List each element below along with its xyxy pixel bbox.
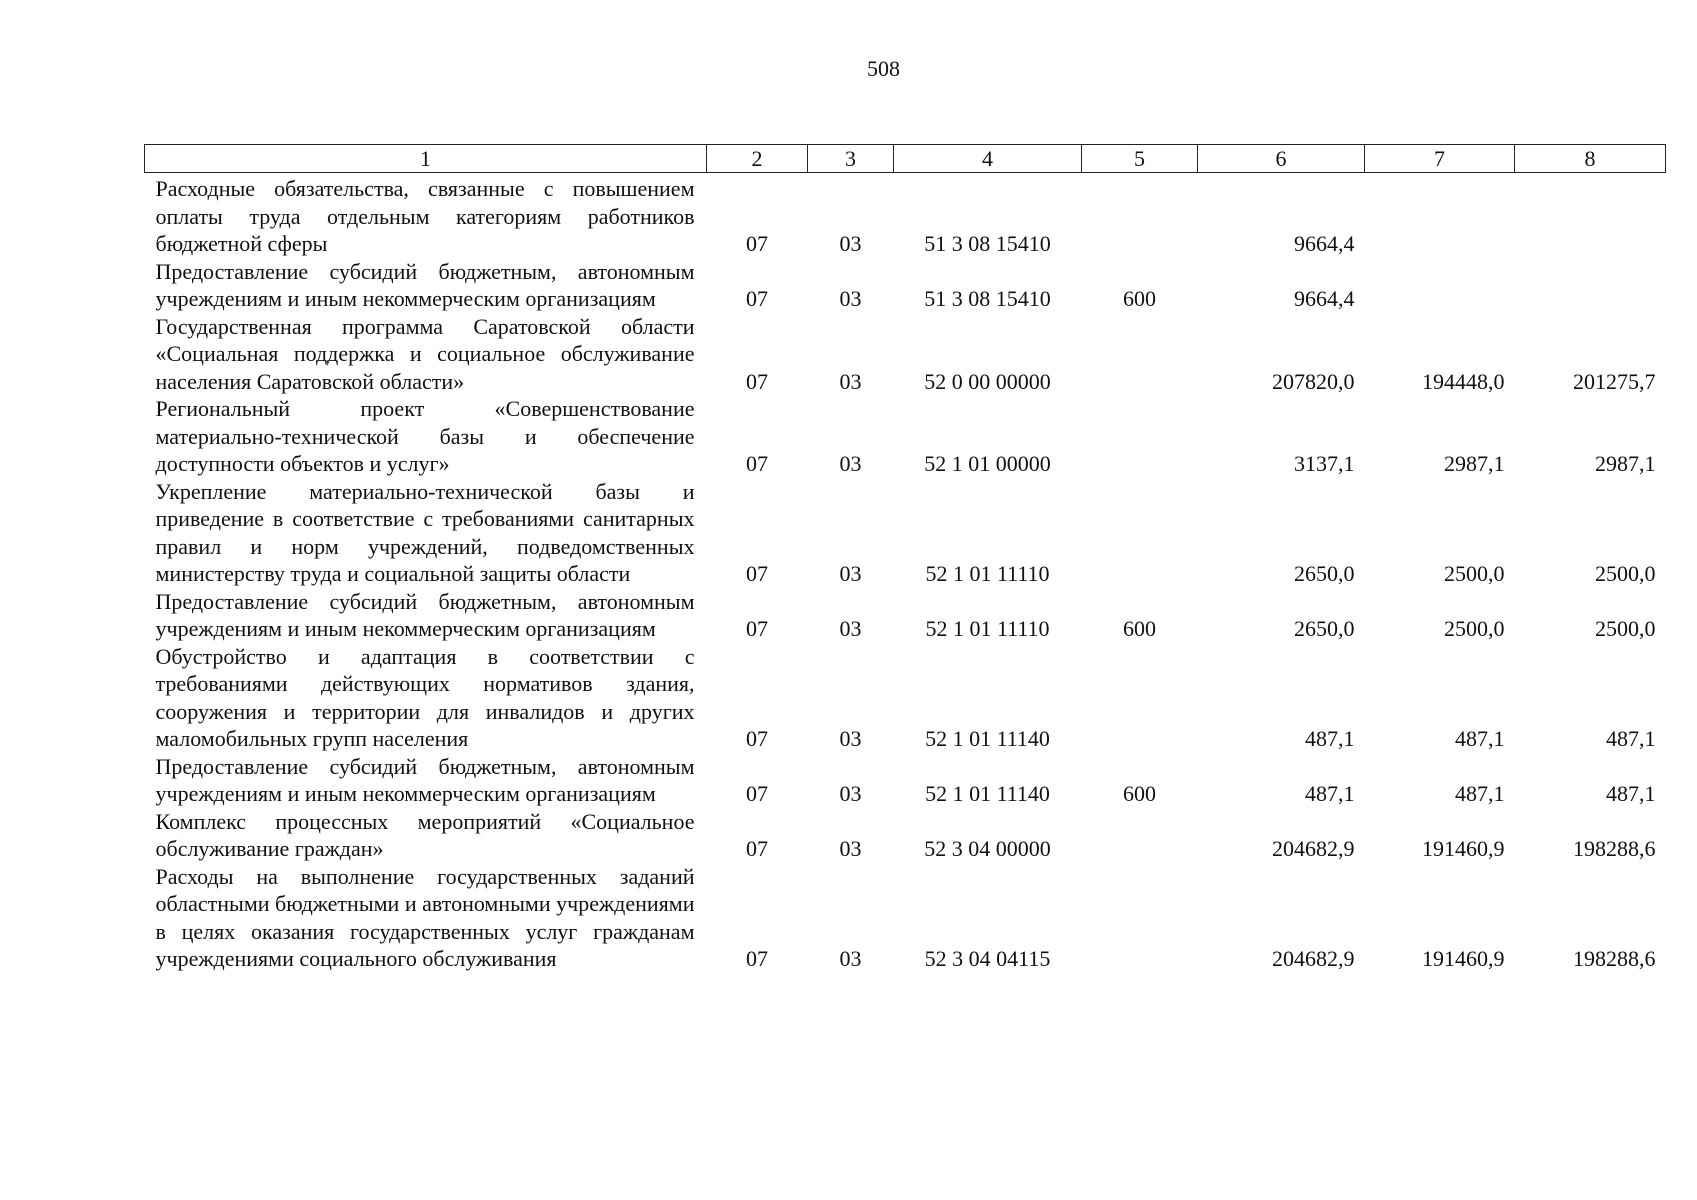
table-row	[145, 173, 1666, 258]
table-row	[145, 313, 1666, 396]
table-body	[145, 173, 1666, 973]
row-name: Комплекс процессных мероприятий «Социальное обслуживание граждан»	[155, 808, 695, 861]
row-amount-col8: 2987,1	[1595, 451, 1656, 476]
row-expense-type	[1082, 863, 1198, 973]
row-name: Предоставление субсидий бюджетным, автономным учреждениям и иным некоммерческим организациям	[155, 258, 695, 311]
column-header-2: 2	[707, 145, 808, 173]
row-amount-col8: 198288,6	[1573, 946, 1656, 971]
row-expense-type	[1082, 478, 1198, 588]
row-name: Укрепление материально-технической базы и приведение в соответствие с требованиями санитарных правил и норм учреждений, подведомственных министерству труда и социальной защиты области	[155, 478, 695, 586]
row-expense-type: 600	[1123, 286, 1156, 311]
row-amount-col8: 201275,7	[1573, 368, 1656, 394]
column-header-1: 1	[145, 145, 707, 173]
column-header-3: 3	[808, 145, 894, 173]
row-expense-type: 600	[1123, 616, 1156, 641]
row-subsection: 03	[839, 451, 862, 476]
row-amount-col7	[1365, 173, 1515, 258]
row-target-code: 52 1 01 11110	[925, 616, 1050, 641]
row-amount-col6: 207820,0	[1272, 368, 1355, 394]
row-amount-col8: 2500,0	[1595, 616, 1656, 641]
row-amount-col8: 2500,0	[1595, 561, 1656, 586]
row-amount-col8	[1515, 258, 1666, 313]
row-amount-col7: 2500,0	[1444, 561, 1505, 586]
row-amount-col7: 191460,9	[1422, 946, 1505, 971]
row-section: 07	[746, 836, 768, 861]
row-amount-col7: 2500,0	[1444, 616, 1505, 641]
row-section: 07	[746, 286, 768, 311]
table-row	[145, 863, 1666, 973]
row-target-code: 52 1 01 11140	[925, 726, 1050, 751]
row-amount-col6: 3137,1	[1294, 451, 1355, 476]
table-row	[145, 808, 1666, 863]
column-header-6: 6	[1198, 145, 1365, 173]
row-name: Региональный проект «Совершенствование материально-технической базы и обеспечение доступности объектов и услуг»	[155, 396, 695, 476]
row-name: Расходы на выполнение государственных заданий областными бюджетными и автономными учреждениями в целях оказания государственных услуг гражданам учреждениями социального обслуживания	[155, 863, 695, 971]
budget-table	[144, 144, 1666, 973]
row-expense-type	[1082, 808, 1198, 863]
row-amount-col6: 9664,4	[1294, 286, 1355, 311]
row-subsection: 03	[839, 781, 862, 806]
row-amount-col6: 9664,4	[1294, 231, 1355, 256]
row-expense-type	[1082, 173, 1198, 258]
row-target-code: 52 1 01 11140	[925, 781, 1050, 806]
row-subsection: 03	[839, 836, 862, 861]
row-section: 07	[746, 781, 768, 806]
row-subsection: 03	[839, 616, 862, 641]
row-target-code: 51 3 08 15410	[924, 231, 1051, 256]
row-target-code: 51 3 08 15410	[924, 286, 1051, 311]
row-amount-col8: 487,1	[1606, 781, 1656, 806]
column-header-7: 7	[1365, 145, 1515, 173]
row-subsection: 03	[839, 946, 862, 971]
row-target-code: 52 1 01 11110	[925, 561, 1050, 586]
table-row	[145, 753, 1666, 808]
table-row	[145, 258, 1666, 313]
row-section: 07	[746, 616, 768, 641]
header-row	[145, 145, 1666, 173]
row-amount-col6: 487,1	[1305, 781, 1355, 806]
row-amount-col7: 2987,1	[1444, 451, 1505, 476]
table-row	[145, 395, 1666, 478]
row-expense-type: 600	[1123, 781, 1156, 806]
table-row	[145, 588, 1666, 643]
row-subsection: 03	[839, 368, 862, 394]
table-header	[145, 145, 1666, 173]
row-section: 07	[746, 726, 768, 751]
row-target-code: 52 1 01 00000	[924, 451, 1051, 476]
table-row	[145, 643, 1666, 753]
row-name: Предоставление субсидий бюджетным, автономным учреждениям и иным некоммерческим организациям	[155, 753, 695, 806]
row-amount-col8: 198288,6	[1573, 836, 1656, 861]
row-section: 07	[746, 561, 768, 586]
row-amount-col8: 487,1	[1606, 726, 1656, 751]
row-name: Государственная программа Саратовской области «Социальная поддержка и социальное обслуживание населения Саратовской области»	[155, 313, 695, 394]
row-amount-col6: 204682,9	[1272, 946, 1355, 971]
column-header-8: 8	[1515, 145, 1666, 173]
row-name: Расходные обязательства, связанные с повышением оплаты труда отдельным категориям работников бюджетной сферы	[155, 176, 695, 256]
row-amount-col6: 2650,0	[1294, 616, 1355, 641]
row-name: Предоставление субсидий бюджетным, автономным учреждениям и иным некоммерческим организациям	[155, 588, 695, 641]
row-subsection: 03	[839, 231, 862, 256]
row-amount-col7: 191460,9	[1422, 836, 1505, 861]
row-amount-col7: 487,1	[1455, 781, 1505, 806]
row-amount-col6: 204682,9	[1272, 836, 1355, 861]
row-amount-col7	[1365, 258, 1515, 313]
row-subsection: 03	[839, 726, 862, 751]
page-number: 508	[867, 56, 900, 81]
column-header-4: 4	[894, 145, 1082, 173]
row-section: 07	[746, 946, 768, 971]
row-expense-type	[1082, 395, 1198, 478]
column-header-5: 5	[1082, 145, 1198, 173]
row-subsection: 03	[839, 286, 862, 311]
row-section: 07	[746, 231, 768, 256]
row-amount-col8	[1515, 173, 1666, 258]
row-expense-type	[1082, 313, 1198, 396]
row-amount-col7: 487,1	[1455, 726, 1505, 751]
table-row	[145, 478, 1666, 588]
row-expense-type	[1082, 643, 1198, 753]
row-amount-col7: 194448,0	[1422, 368, 1505, 394]
row-amount-col6: 487,1	[1305, 726, 1355, 751]
row-name: Обустройство и адаптация в соответствии с требованиями действующих нормативов здания, сооружения и территории для инвалидов и других маломобильных групп населения	[155, 643, 695, 751]
row-section: 07	[746, 451, 768, 476]
row-target-code: 52 0 00 00000	[924, 368, 1051, 394]
row-target-code: 52 3 04 00000	[924, 836, 1051, 861]
row-amount-col6: 2650,0	[1294, 561, 1355, 586]
row-target-code: 52 3 04 04115	[924, 946, 1051, 971]
row-subsection: 03	[839, 561, 862, 586]
row-section: 07	[746, 368, 768, 394]
